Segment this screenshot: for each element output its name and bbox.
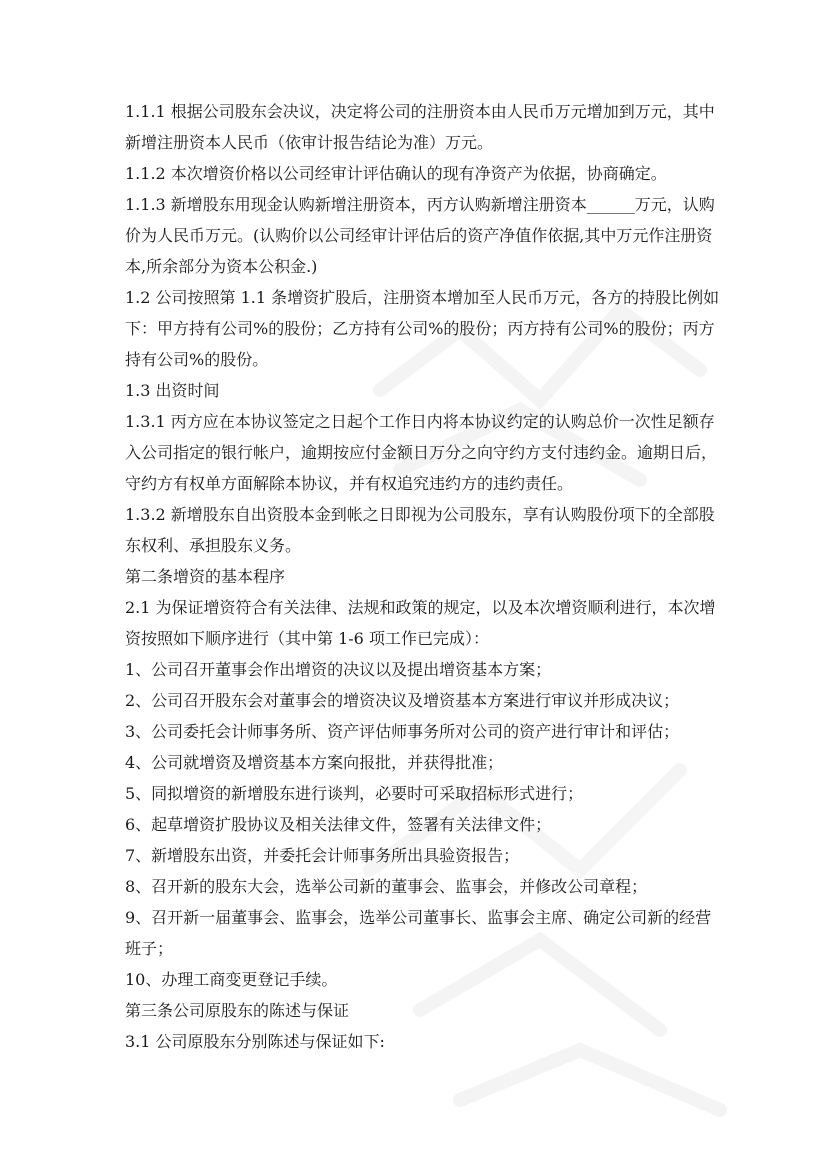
list-item-2: 2、公司召开股东会对董事会的增资决议及增资基本方案进行审议并形成决议； xyxy=(125,691,680,710)
document-body xyxy=(125,96,725,1057)
list-item-3: 3、公司委托会计师事务所、资产评估师事务所对公司的资产进行审计和评估； xyxy=(125,722,680,741)
paragraph-1-1-2: 1.1.2 本次增资价格以公司经审计评估确认的现有净资产为依据，协商确定。 xyxy=(125,164,667,183)
paragraph-1-1-1: 1.1.1 根据公司股东会决议，决定将公司的注册资本由人民币万元增加到万元，其中新增注册资本人民币（依审计报告结论为准）万元。 xyxy=(125,102,715,152)
list-item-6: 6、起草增资扩股协议及相关法律文件，签署有关法律文件； xyxy=(125,815,552,834)
list-item-1: 1、公司召开董事会作出增资的决议以及提出增资基本方案； xyxy=(125,660,552,679)
paragraph-1-3-2: 1.3.2 新增股东自出资股本金到帐之日即视为公司股东，享有认购股份项下的全部股东权利、承担股东义务。 xyxy=(125,505,715,555)
paragraph-3-1: 3.1 公司原股东分别陈述与保证如下: xyxy=(125,1032,385,1051)
paragraph-1-1-3: 1.1.3 新增股东用现金认购新增注册资本，丙方认购新增注册资本______万元，认购价为人民币万元。(认购价以公司经审计评估后的资产净值作依据,其中万元作注册资本,所余部分为资本公积金.) xyxy=(125,195,715,276)
heading-article-3: 第三条公司原股东的陈述与保证 xyxy=(125,1001,350,1020)
paragraph-2-1: 2.1 为保证增资符合有关法律、法规和政策的规定，以及本次增资顺利进行，本次增资按照如下顺序进行（其中第 1-6 项工作已完成）： xyxy=(125,598,716,648)
paragraph-1-2: 1.2 公司按照第 1.1 条增资扩股后，注册资本增加至人民币万元，各方的持股比例如下：甲方持有公司%的股份；乙方持有公司%的股份；丙方持有公司%的股份；丙方持有公司%的股份。 xyxy=(125,288,720,369)
list-item-7: 7、新增股东出资，并委托会计师事务所出具验资报告； xyxy=(125,846,520,865)
list-item-10: 10、办理工商变更登记手续。 xyxy=(125,970,338,989)
list-item-4: 4、公司就增资及增资基本方案向报批，并获得批准； xyxy=(125,753,504,772)
list-item-5: 5、同拟增资的新增股东进行谈判，必要时可采取招标形式进行； xyxy=(125,784,584,803)
heading-article-2: 第二条增资的基本程序 xyxy=(125,567,286,586)
heading-1-3: 1.3 出资时间 xyxy=(125,381,220,400)
list-item-8: 8、召开新的股东大会，选举公司新的董事会、监事会，并修改公司章程； xyxy=(125,877,648,896)
list-item-9: 9、召开新一届董事会、监事会，选举公司董事长、监事会主席、确定公司新的经营班子； xyxy=(125,908,712,958)
paragraph-1-3-1: 1.3.1 丙方应在本协议签定之日起个工作日内将本协议约定的认购总价一次性足额存入公司指定的银行帐户，逾期按应付金额日万分之向守约方支付违约金。逾期日后，守约方有权单方面解除本协议，并有权追究违约方的违约责任。 xyxy=(125,412,718,493)
